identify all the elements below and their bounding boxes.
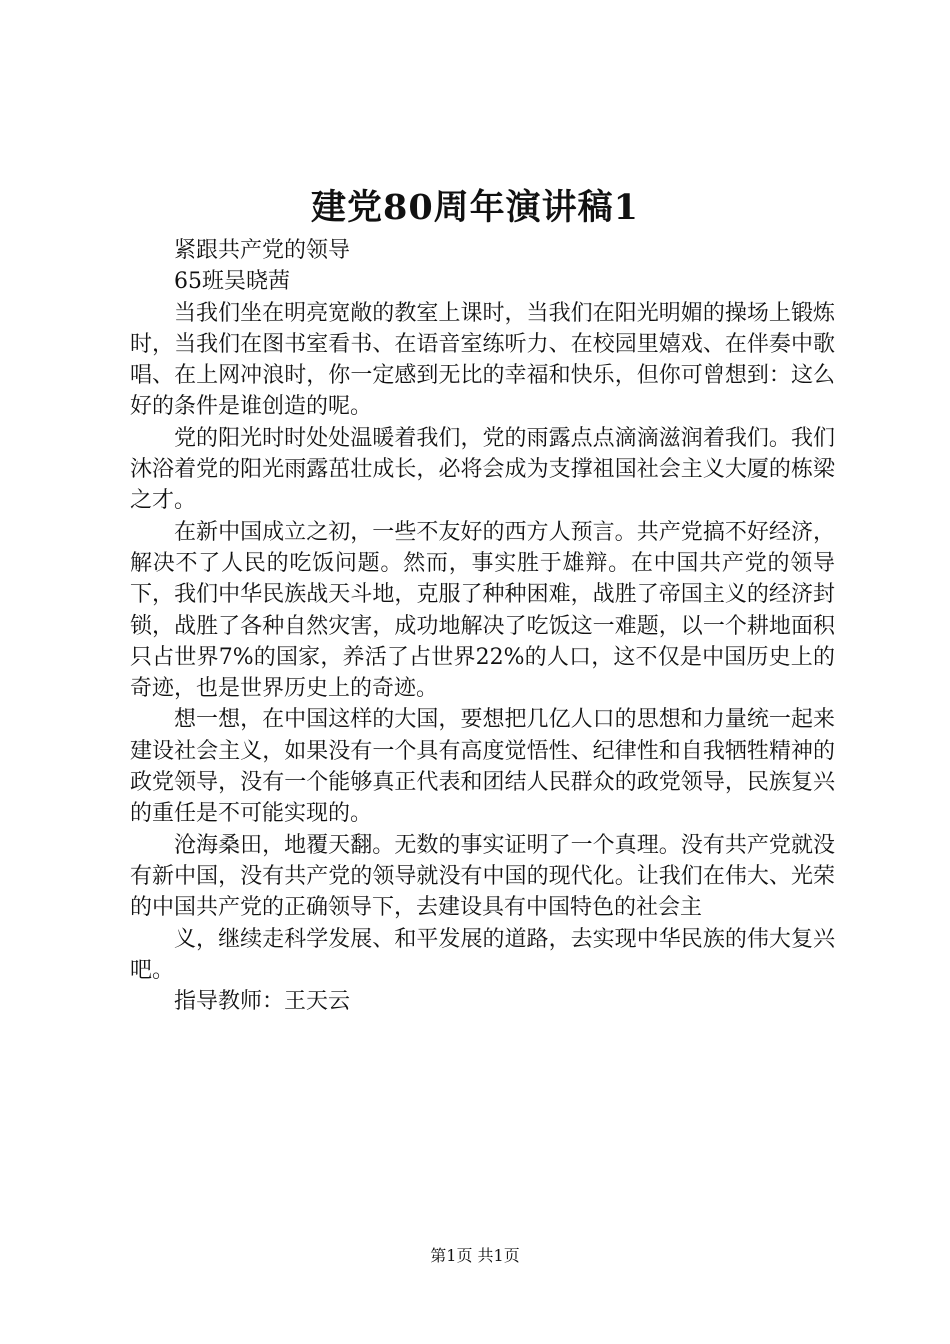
page-number-footer: 第1页 共1页 [430, 1246, 520, 1265]
body-paragraph: 在新中国成立之初，一些不友好的西方人预言。共产党搞不好经济，解决不了人民的吃饭问题。然而，事实胜于雄辩。在中国共产党的领导下，我们中华民族战天斗地，克服了种种困难，战胜了帝国主义的经济封锁，战胜了各种自然灾害，成功地解决了吃饭这一难题，以一个耕地面积只占世界7%的国家，养活了占世界22%的人口，这不仅是中国历史上的奇迹，也是世界历史上的奇迹。 [130, 519, 835, 702]
body-paragraph: 沧海桑田，地覆天翻。无数的事实证明了一个真理。没有共产党就没有新中国，没有共产党的领导就没有中国的现代化。让我们在伟大、光荣的中国共产党的正确领导下，去建设具有中国特色的社会主 [130, 832, 835, 921]
subtitle-paragraph: 紧跟共产党的领导 [174, 238, 351, 263]
body-paragraph: 想一想，在中国这样的大国，要想把几亿人口的思想和力量统一起来建设社会主义，如果没有一个具有高度觉悟性、纪律性和自我牺牲精神的政党领导，没有一个能够真正代表和团结人民群众的政党领导，民族复兴的重任是不可能实现的。 [130, 707, 835, 827]
body-paragraph: 党的阳光时时处处温暖着我们，党的雨露点点滴滴滋润着我们。我们沐浴着党的阳光雨露茁壮成长，必将会成为支撑祖国社会主义大厦的栋梁之才。 [130, 425, 835, 514]
document-body [130, 235, 835, 1017]
document-title: 建党80周年演讲稿1 [310, 187, 640, 228]
body-paragraph: 当我们坐在明亮宽敞的教室上课时，当我们在阳光明媚的操场上锻炼时，当我们在图书室看书、在语音室练听力、在校园里嬉戏、在伴奏中歌唱、在上网冲浪时，你一定感到无比的幸福和快乐，但你可曾想到：这么好的条件是谁创造的呢。 [130, 300, 835, 420]
author-paragraph: 65班吴晓茜 [174, 269, 290, 295]
advisor-paragraph: 指导教师：王天云 [174, 989, 351, 1015]
body-paragraph: 义，继续走科学发展、和平发展的道路，去实现中华民族的伟大复兴吧。 [130, 926, 835, 983]
